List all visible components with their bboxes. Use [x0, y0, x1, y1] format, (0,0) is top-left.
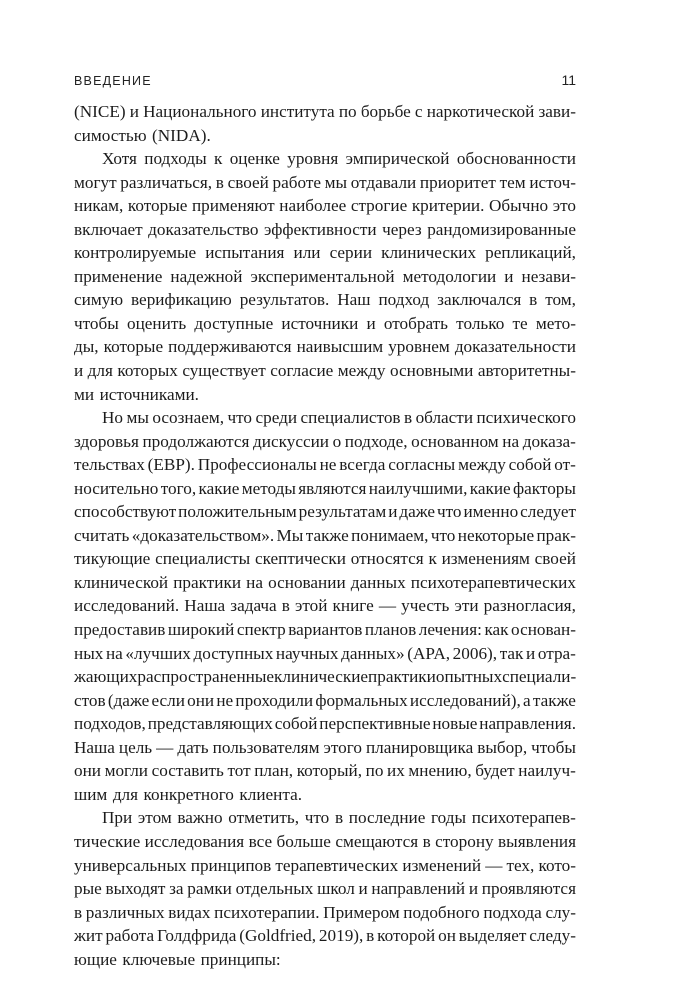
text-line: контролируемые испытания или серии клинических репликаций, — [74, 243, 576, 263]
text-line: в различных видах психотерапии. Примером подобного подхода слу- — [74, 902, 576, 922]
text-line: жит работа Голдфрида (Goldfried, 2019), в которой он выделяет следу- — [74, 926, 576, 946]
text-line: носительно того, какие методы являются наилучшими, какие факторы — [74, 478, 576, 498]
text-line: считать «доказательством». Мы также понимаем, что некоторые прак- — [74, 525, 576, 545]
text-line: При этом важно отметить, что в последние годы психотерапев- — [102, 808, 576, 828]
text-line: никам, которые применяют наиболее строгие критерии. Обычно это — [74, 196, 576, 216]
text-line: здоровья продолжаются дискуссии о подходе, основанном на доказа- — [74, 431, 576, 451]
text-line: тикующие специалисты скептически относятся к изменениям своей — [74, 549, 576, 569]
text-line: симую верификацию результатов. Наш подход заключался в том, — [74, 290, 576, 310]
paragraph — [74, 806, 576, 971]
text-line: тельствах (EBP). Профессионалы не всегда согласны между собой от- — [74, 455, 576, 475]
text-line: Но мы осознаем, что среди специалистов в области психического — [102, 408, 576, 428]
paragraph — [74, 147, 576, 406]
text-line: стов (даже если они не проходили формальных исследований), а также — [74, 690, 576, 710]
text-line: способствуют положительным результатам и даже что именно следует — [74, 502, 576, 522]
text-line: применение надежной экспериментальной методологии и незави- — [74, 266, 576, 286]
text-line: Наша цель — дать пользователям этого планировщика выбор, чтобы — [74, 737, 576, 757]
text-line: предоставив широкий спектр вариантов планов лечения: как основан- — [74, 620, 576, 640]
text-line: подходов, представляющих собой перспективные новые направления. — [74, 714, 576, 734]
paragraph — [74, 406, 576, 806]
text-line: чтобы оценить доступные источники и отобрать только те мето- — [74, 313, 576, 333]
text-line: исследований. Наша задача в этой книге — учесть эти разногласия, — [74, 596, 576, 616]
text-line: могут различаться, в своей работе мы отдавали приоритет тем источ- — [74, 172, 576, 192]
text-line: они могли составить тот план, который, по их мнению, будет наилуч- — [74, 761, 576, 781]
text-line: ных на «лучших доступных научных данных» (APA, 2006), так и отра- — [74, 643, 576, 663]
text-line: клинической практики на основании данных психотерапевтических — [74, 572, 576, 592]
text-line: универсальных принципов терапевтических изменений — тех, кото- — [74, 855, 576, 875]
text-line: тические исследования все больше смещаются в сторону выявления — [74, 831, 576, 851]
text-line: жающих распространенные клинические практики опытных специали- — [74, 667, 577, 687]
text-line: рые выходят за рамки отдельных школ и направлений и проявляются — [74, 879, 576, 899]
text-line: симостью (NIDA). — [74, 125, 211, 145]
running-head — [74, 72, 576, 92]
text-line: ды, которые поддерживаются наивысшим уровнем доказательности — [74, 337, 576, 357]
text-line: ми источниками. — [74, 384, 199, 404]
section-title: ВВЕДЕНИЕ — [74, 74, 152, 88]
text-line: шим для конкретного клиента. — [74, 784, 303, 804]
text-line: ющие ключевые принципы: — [74, 949, 281, 969]
paragraph — [74, 100, 576, 147]
body-text — [74, 100, 576, 971]
text-line: (NICE) и Национального института по борьбе с наркотической зави- — [74, 102, 576, 121]
page-number: 11 — [561, 72, 576, 88]
text-line: включает доказательство эффективности через рандомизированные — [74, 219, 576, 239]
text-line: Хотя подходы к оценке уровня эмпирической обоснованности — [102, 149, 576, 169]
text-line: и для которых существует согласие между основными авторитетны- — [74, 361, 576, 381]
